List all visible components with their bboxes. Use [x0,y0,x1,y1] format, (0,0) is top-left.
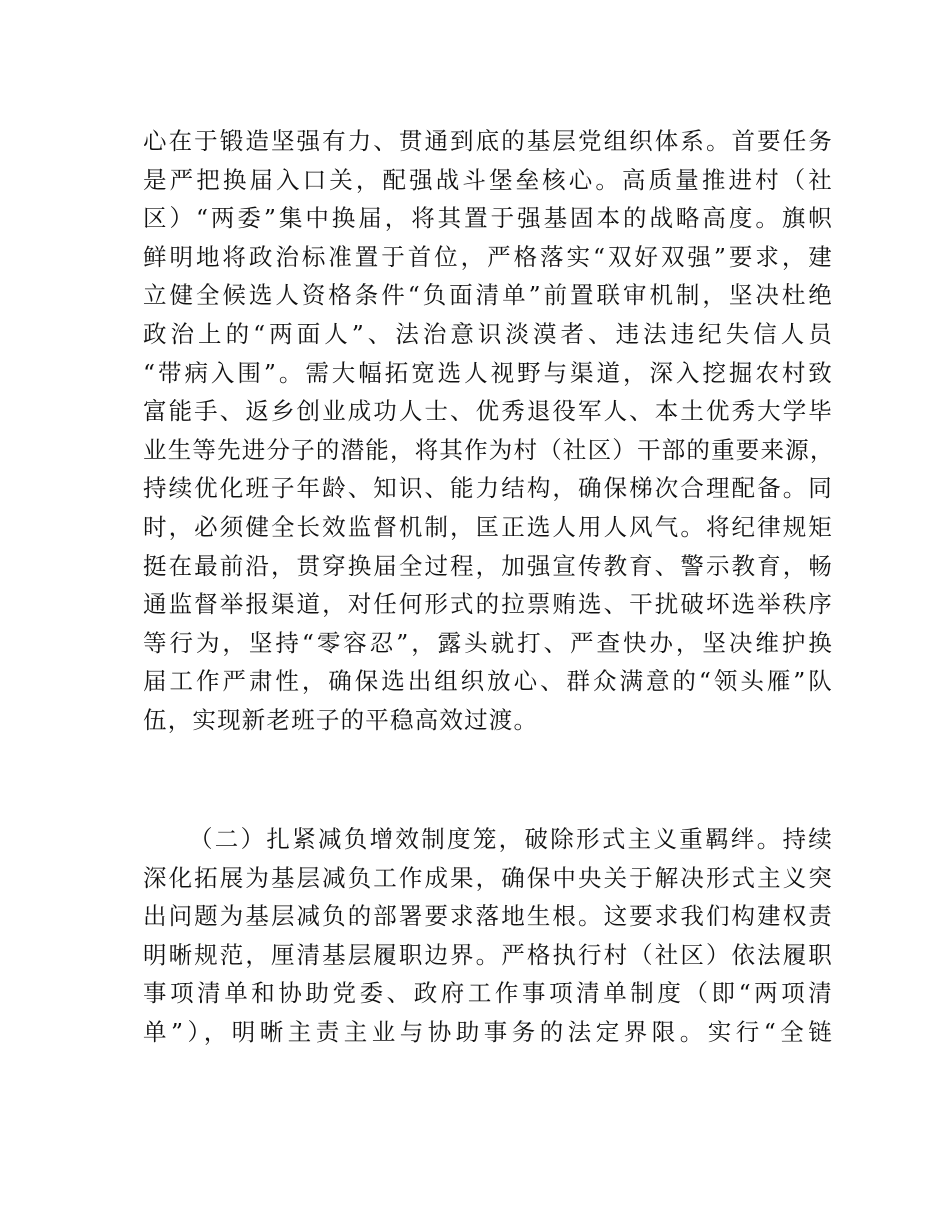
paragraph-line: 单”），明晰主责主业与协助事务的法定界限。实行“全链 [143,1017,833,1046]
paragraph-line: 出问题为基层减负的部署要求落地生根。这要求我们构建权责 [143,902,833,931]
paragraph-line-last: 伍，实现新老班子的平稳高效过渡。 [143,705,539,734]
paragraph-line: 区）“两委”集中换届，将其置于强基固本的战略高度。旗帜 [143,204,833,233]
paragraph-line: 时，必须健全长效监督机制，匡正选人用人风气。将纪律规矩 [143,512,833,541]
paragraph-line: 富能手、返乡创业成功人士、优秀退役军人、本土优秀大学毕 [143,397,833,426]
paragraph-line: 届工作严肃性，确保选出组织放心、群众满意的“领头雁”队 [143,667,833,696]
paragraph-line: 事项清单和协助党委、政府工作事项清单制度（即“两项清 [143,979,833,1008]
paragraph-line: 立健全候选人资格条件“负面清单”前置联审机制，坚决杜绝 [143,281,833,310]
paragraph-line: 等行为，坚持“零容忍”，露头就打、严查快办，坚决维护换 [143,628,833,657]
paragraph-line: 挺在最前沿，贯穿换届全过程，加强宣传教育、警示教育，畅 [143,551,833,580]
paragraph-2 [143,820,833,1052]
paragraph-line: 是严把换届入口关，配强战斗堡垒核心。高质量推进村（社 [143,165,833,194]
paragraph-line: 深化拓展为基层减负工作成果，确保中央关于解决形式主义突 [143,863,833,892]
paragraph-line: 持续优化班子年龄、知识、能力结构，确保梯次合理配备。同 [143,474,833,503]
paragraph-line: 业生等先进分子的潜能，将其作为村（社区）干部的重要来源， [143,435,835,464]
paragraph-1 [143,122,833,740]
paragraph-line: “带病入围”。需大幅拓宽选人视野与渠道，深入挖掘农村致 [143,358,833,387]
paragraph-line: 心在于锻造坚强有力、贯通到底的基层党组织体系。首要任务 [143,127,833,155]
paragraph-line: 政治上的“两面人”、法治意识淡漠者、违法违纪失信人员 [143,319,833,348]
paragraph-line: 明晰规范，厘清基层履职边界。严格执行村（社区）依法履职 [143,940,833,969]
paragraph-line: 鲜明地将政治标准置于首位，严格落实“双好双强”要求，建 [143,242,833,271]
paragraph-line-first: （二）扎紧减负增效制度笼，破除形式主义重羁绊。持续 [189,825,833,853]
paragraph-line: 通监督举报渠道，对任何形式的拉票贿选、干扰破坏选举秩序 [143,590,833,619]
